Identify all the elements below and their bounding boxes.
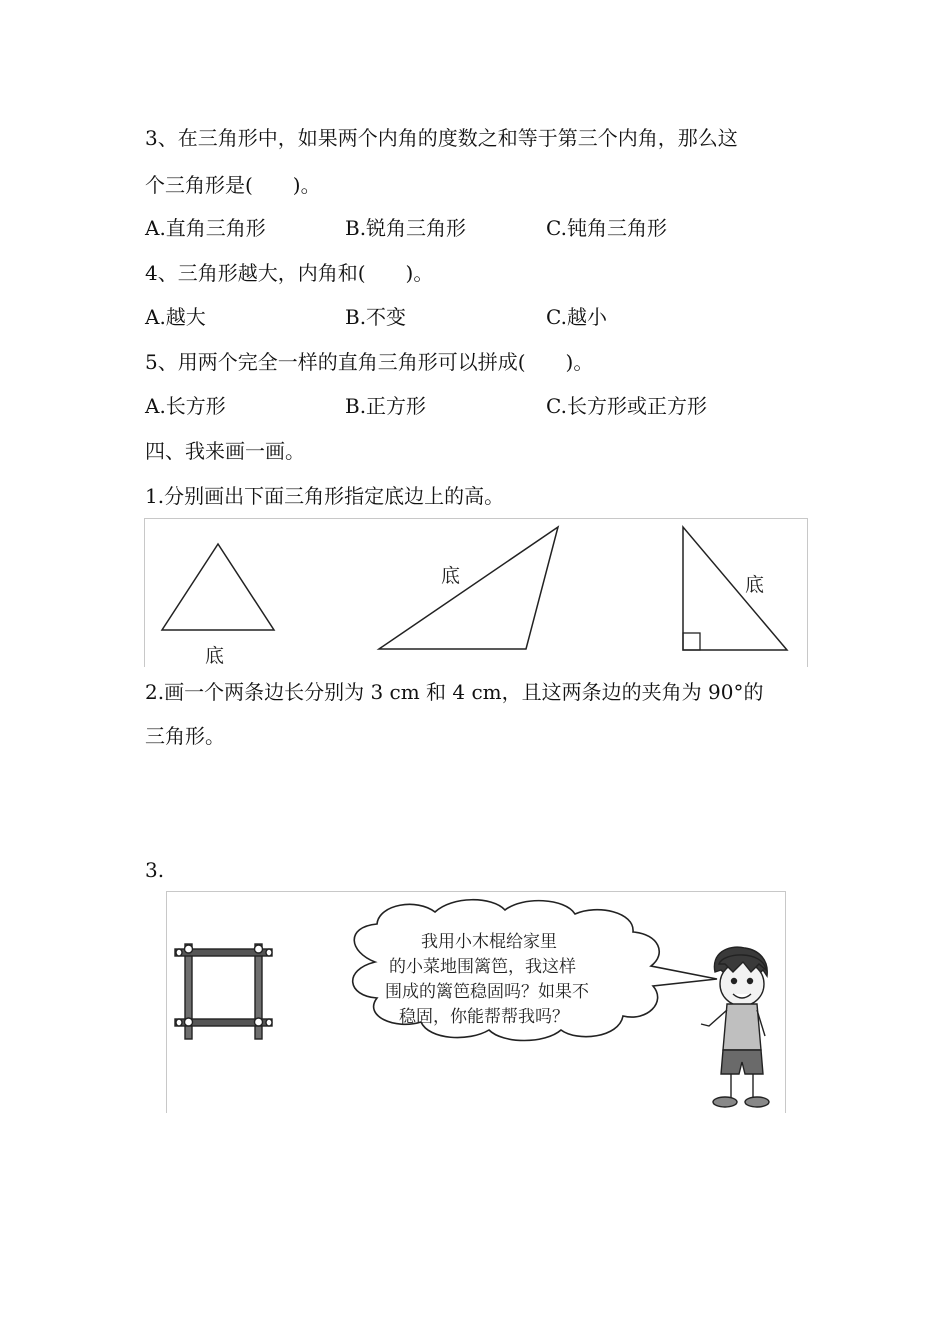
speech-line-4: 稳固，你能帮帮我吗？ [399,1007,569,1027]
fence-drawing [167,892,785,1113]
q5-option-b[interactable]: B.正方形 [345,394,427,418]
q4-option-c[interactable]: C.越小 [546,305,607,329]
speech-line-2: 的小菜地围篱笆，我这样 [389,957,576,977]
section-heading: 四、我来画一画。 [145,439,305,463]
q5-text: 5、用两个完全一样的直角三角形可以拼成( )。 [145,350,594,374]
boy-character [701,947,769,1107]
triangle-3 [683,527,787,650]
triangles-drawing [145,519,807,667]
triangle-1 [162,544,274,630]
q3-text-line2: 个三角形是( )。 [145,173,321,197]
q4-text: 4、三角形越大，内角和( )。 [145,261,434,285]
speech-line-3: 围成的篱笆稳固吗？如果不 [385,982,589,1002]
speech-line-1: 我用小木棍给家里 [421,932,557,952]
fence-illustration [166,891,786,1113]
q5-option-c[interactable]: C.长方形或正方形 [546,394,707,418]
q4-option-a[interactable]: A.越大 [145,305,206,329]
problem-2-text-line2: 三角形。 [145,724,225,748]
q3-option-c[interactable]: C.钝角三角形 [546,216,667,240]
q3-text-line1: 3、在三角形中，如果两个内角的度数之和等于第三个内角，那么这 [145,126,738,150]
right-angle-mark [683,633,700,650]
triangle-1-base-label: 底 [205,645,225,667]
triangle-3-base-label: 底 [745,574,765,596]
problem-3-number: 3. [145,858,165,882]
q4-option-b[interactable]: B.不变 [345,305,407,329]
triangles-figure [144,518,808,667]
triangle-2-base-label: 底 [441,565,461,587]
stick-fence [175,944,272,1039]
problem-2-text-line1: 2.画一个两条边长分别为 3 cm 和 4 cm，且这两条边的夹角为 90°的 [145,680,764,704]
q3-option-b[interactable]: B.锐角三角形 [345,216,467,240]
problem-1-text: 1.分别画出下面三角形指定底边上的高。 [145,484,505,508]
q3-option-a[interactable]: A.直角三角形 [145,216,266,240]
triangle-2 [379,527,558,649]
q5-option-a[interactable]: A.长方形 [145,394,226,418]
